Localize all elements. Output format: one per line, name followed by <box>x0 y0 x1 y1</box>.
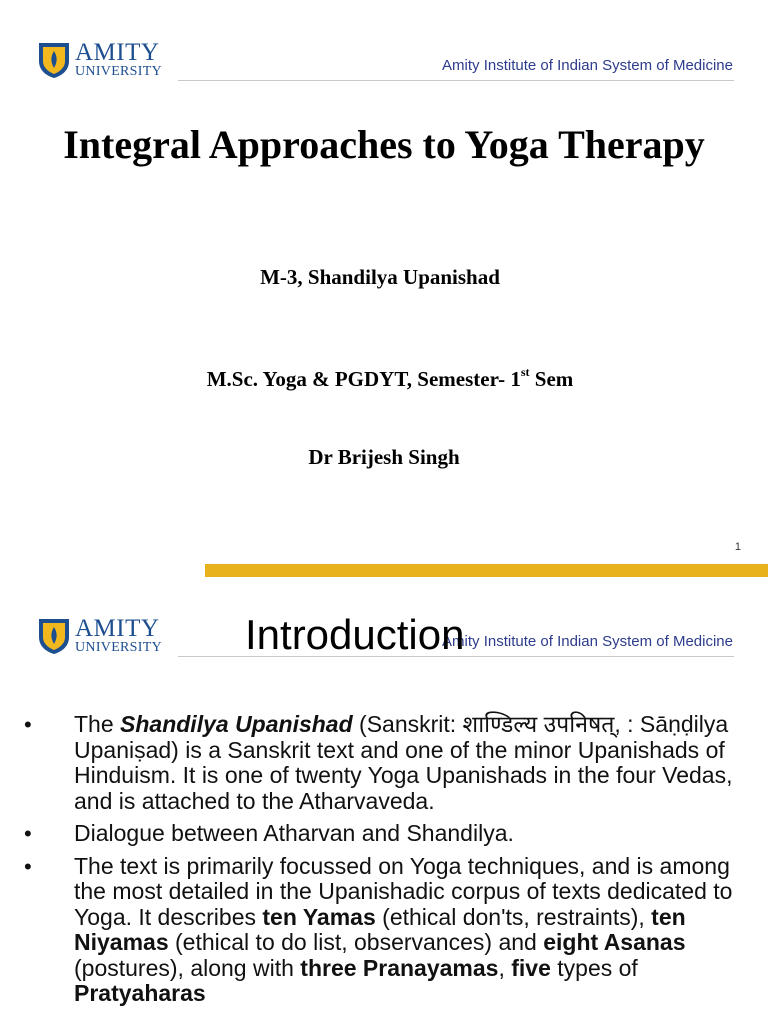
bullet-list <box>24 712 744 1014</box>
course-suffix: Sem <box>529 367 574 391</box>
logo-sub: UNIVERSITY <box>75 640 162 655</box>
slide-title: Introduction <box>245 611 465 658</box>
course-text: M.Sc. Yoga & PGDYT, Semester- 1 <box>206 367 521 391</box>
course-line <box>0 367 768 392</box>
footer-gold-bar <box>205 564 768 577</box>
logo-name: AMITY <box>75 39 160 66</box>
bullet-icon: • <box>24 821 32 846</box>
list-item: • The Shandilya Upanishad (Sanskrit: शाण्डिल्य उपनिषत्, : Sāṇḍilya Upaniṣad) is a Sanskrit text and one of the minor Upanishads of Hinduism. It is one of twenty Yoga Upanishads in the four Vedas, and is attached to the Atharvaveda. <box>24 711 733 814</box>
module-subtitle: M-3, Shandilya Upanishad <box>260 265 500 289</box>
logo-name: AMITY <box>75 615 160 642</box>
bullet-icon: • <box>24 712 32 737</box>
upanishad-name: Shandilya Upanishad <box>120 711 353 737</box>
shield-icon <box>37 41 71 79</box>
header-divider <box>178 80 734 81</box>
list-item: • Dialogue between Atharvan and Shandilya. <box>24 820 514 846</box>
institute-name: Amity Institute of Indian System of Medicine <box>442 633 733 650</box>
page-number: 1 <box>734 541 741 553</box>
introduction-slide <box>0 590 768 1024</box>
course-superscript: st <box>520 365 530 379</box>
logo-sub: UNIVERSITY <box>75 64 162 79</box>
list-item: • The text is primarily focussed on Yoga techniques, and is among the most detailed in the Upanishadic corpus of texts dedicated to Yoga. It describes ten Yamas (ethical don'ts, restraints), ten Niyamas (ethical to do list, observances) and eight Asanas (postures), along with three Pranayamas, five types of Pratyaharas <box>24 852 733 1006</box>
institute-name: Amity Institute of Indian System of Medicine <box>442 57 733 74</box>
author-name: Dr Brijesh Singh <box>308 445 460 469</box>
amity-logo <box>37 617 162 655</box>
amity-logo <box>37 41 162 79</box>
shield-icon <box>37 617 71 655</box>
bullet-icon: • <box>24 853 32 879</box>
slide-title: Integral Approaches to Yoga Therapy <box>63 122 705 167</box>
